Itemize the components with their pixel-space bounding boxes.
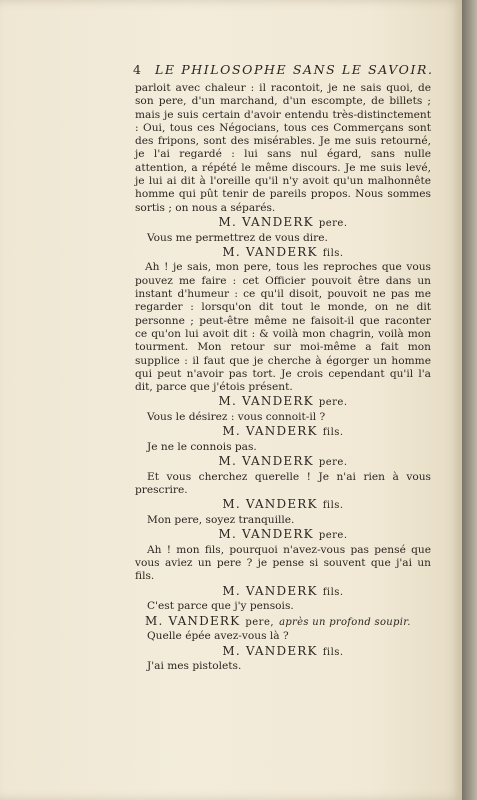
speaker-name: M. VANDERK (218, 394, 314, 409)
page-number: 4 (133, 62, 141, 77)
speaker-role: fils. (322, 646, 344, 658)
text-paragraph: J'ai mes pistolets. (147, 660, 242, 673)
text-paragraph: Vous le désirez : vous connoit-il ? (147, 411, 326, 424)
text-paragraph: Mon pere, soyez tranquille. (147, 513, 295, 526)
speaker-name: M. VANDERK (222, 643, 318, 658)
speaker-name: M. VANDERK (222, 497, 318, 512)
speaker-line (135, 584, 431, 601)
text-paragraph: Quelle épée avez-vous là ? (147, 630, 289, 643)
text-paragraph: Vous me permettrez de vous dire. (147, 231, 328, 244)
running-header (133, 62, 433, 77)
stage-direction: après un profond soupir. (279, 616, 411, 628)
text-paragraph: C'est parce que j'y pensois. (147, 600, 294, 613)
text-paragraph: Je ne le connois pas. (147, 440, 257, 453)
text-paragraph: Et vous cherchez querelle ! Je n'ai rien à vous prescrire. (135, 470, 431, 497)
speaker-name: M. VANDERK (218, 527, 314, 542)
page-edge (462, 0, 477, 800)
speaker-line (135, 424, 431, 441)
speaker-name: M. VANDERK (218, 214, 314, 229)
play-text (135, 82, 431, 673)
speaker-name: M. VANDERK (222, 583, 318, 598)
text-paragraph: Ah ! mon fils, pourquoi n'avez-vous pas pensé que vous aviez un pere ? je pense si souvent que j'ai un fils. (135, 543, 431, 583)
speaker-line (135, 497, 431, 514)
speaker-name: M. VANDERK (222, 244, 318, 259)
speaker-line (135, 527, 431, 544)
text-paragraph: Ah ! je sais, mon pere, tous les reproches que vous pouvez me faire : cet Officier pouvoit être dans un instant d'humeur : ce qu'il disoit, pouvoit ne pas me regarder : lorsqu'on dit tout le monde, on ne dit personne ; peut-être même ne faisoit-il que raconter ce qu'on lui avoit dit : & voilà mon chagrin, voilà mon tourment. Mon retour sur moi-même a fait mon supplice : il faut que je cherche à égorger un homme qui peut n'avoir pas tort. Je crois cependant qu'il l'a dit, parce que j'étois présent. (135, 261, 431, 394)
speaker-role: fils. (322, 247, 344, 259)
speaker-role: fils. (322, 586, 344, 598)
text-paragraph: parloit avec chaleur : il racontoit, je ne sais quoi, de son pere, d'un marchand, d'un escompte, de billets ; mais je suis certain d'avoir entendu très-distinctement : Oui, tous ces Négocians, tous ces Commerçans sont des fripons, sont des misérables. Je me suis retourné, je l'ai regardé : lui sans nul égard, sans nulle attention, a répété le même discours. Je me suis levé, je lui ai dit à l'oreille qu'il n'y avoit qu'un malhonnête homme qui pût tenir de pareils propos. Nous sommes sortis ; on nous a séparés. (135, 82, 431, 214)
speaker-line (135, 245, 431, 262)
running-title: LE PHILOSOPHE SANS LE SAVOIR. (155, 62, 434, 77)
speaker-line (135, 644, 431, 661)
speaker-role: fils. (322, 500, 344, 512)
speaker-role: pere. (318, 397, 348, 409)
speaker-line (135, 215, 431, 232)
speaker-name: M. VANDERK (222, 424, 318, 439)
speaker-role: pere. (318, 217, 348, 229)
speaker-line (135, 614, 431, 631)
speaker-line (135, 454, 431, 471)
speaker-role: pere, (245, 616, 275, 628)
speaker-line (135, 394, 431, 411)
speaker-name: M. VANDERK (218, 454, 314, 469)
speaker-role: pere. (318, 530, 348, 542)
speaker-role: fils. (322, 427, 344, 439)
speaker-name: M. VANDERK (145, 613, 241, 628)
speaker-role: pere. (318, 457, 348, 469)
